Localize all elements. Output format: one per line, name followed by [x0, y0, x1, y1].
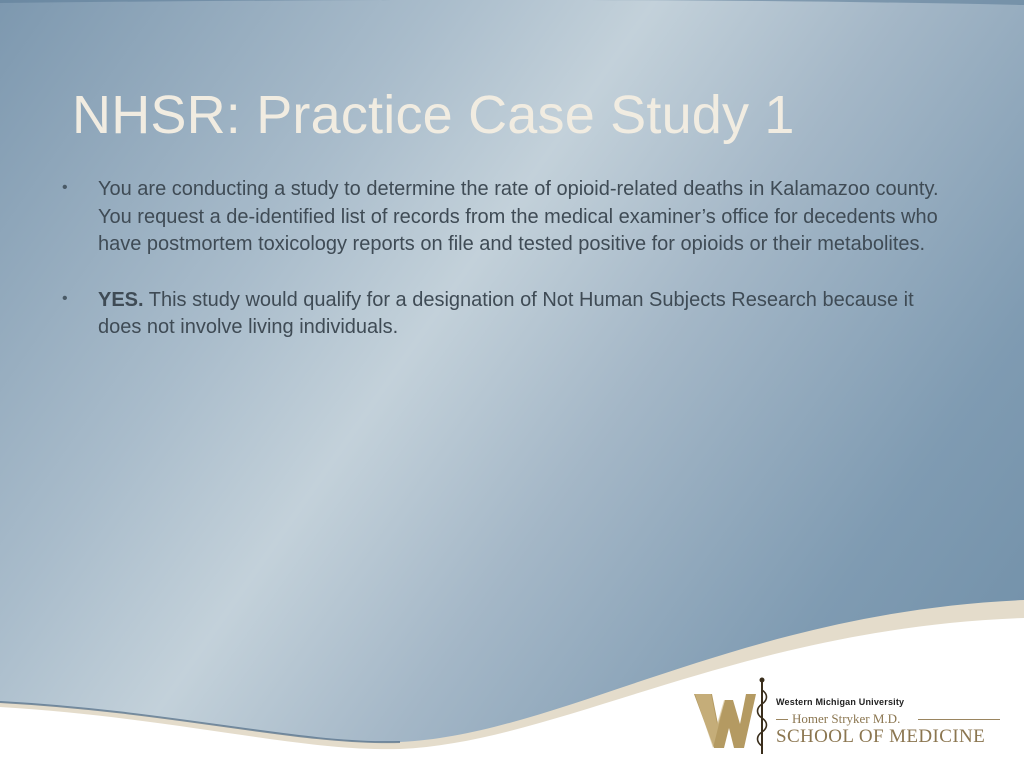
- rule-right: [918, 719, 1000, 720]
- bullet-list: [62, 176, 952, 342]
- bullet-item: [62, 287, 952, 342]
- bullet-dot-icon: •: [62, 289, 68, 307]
- school-name: SCHOOL OF MEDICINE: [776, 726, 986, 747]
- namesake-text: Homer Stryker M.D.: [792, 711, 901, 726]
- name-line: [776, 711, 1000, 727]
- top-thin-wave: [0, 0, 1024, 5]
- university-name: Western Michigan University: [776, 697, 905, 707]
- school-logo: [694, 676, 1004, 756]
- bullet-dot-icon: •: [62, 179, 68, 196]
- bullet-item: [62, 176, 952, 259]
- w-logo-icon: [694, 694, 756, 748]
- bullet-text: You are conducting a study to determine the rate of opioid-related deaths in Kalamazoo county. You request a de-identified list of records from the medical examiner’s office for decedents who have postmortem toxicology reports on file and tested positive for opioids or their metabolites.: [98, 178, 939, 255]
- rule-left: [776, 719, 788, 720]
- bullet-lead: YES.: [98, 288, 144, 311]
- bullet-text: This study would qualify for a designation of Not Human Subjects Research because it does not involve living individuals.: [98, 288, 914, 338]
- caduceus-icon: [754, 676, 770, 756]
- slide-title: NHSR: Practice Case Study 1: [72, 85, 795, 145]
